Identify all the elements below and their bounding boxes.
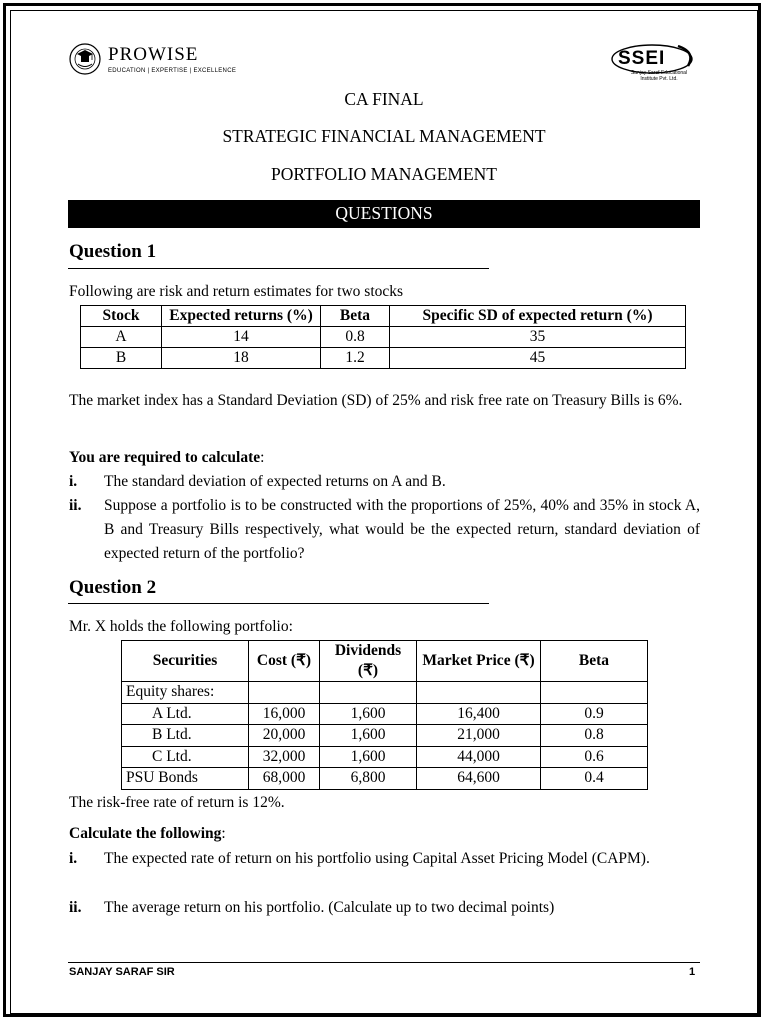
question-1-market-info: The market index has a Standard Deviation (SD) of 25% and risk free rate on Treasury Bills is 6%. xyxy=(69,392,683,409)
table-cell: Equity shares: xyxy=(122,682,249,704)
header-cell: Dividends (₹) xyxy=(320,641,417,682)
table-cell: 68,000 xyxy=(249,768,320,790)
table-cell: A xyxy=(81,327,162,348)
table-row xyxy=(122,703,648,725)
table-cell: 1,600 xyxy=(320,746,417,768)
item-number: i. xyxy=(69,850,78,867)
table-cell: C Ltd. xyxy=(122,746,249,768)
table-row xyxy=(122,725,648,747)
header-cell: Beta xyxy=(541,641,648,682)
table-cell: 6,800 xyxy=(320,768,417,790)
item-text: The expected rate of return on his portfolio using Capital Asset Pricing Model (CAPM). xyxy=(104,850,650,867)
table-cell: 44,000 xyxy=(417,746,541,768)
table-row xyxy=(122,746,648,768)
question-1-heading: Question 1 xyxy=(69,241,157,262)
ssei-logo xyxy=(608,42,700,86)
portfolio-table xyxy=(121,640,648,790)
table-cell: 16,400 xyxy=(417,703,541,725)
table-cell: 14 xyxy=(162,327,321,348)
stock-risk-return-table xyxy=(80,305,686,369)
question-2-underline xyxy=(68,603,489,604)
table-cell: 32,000 xyxy=(249,746,320,768)
table-cell: 20,000 xyxy=(249,725,320,747)
table-cell: 1,600 xyxy=(320,725,417,747)
item-text: The average return on his portfolio. (Calculate up to two decimal points) xyxy=(104,899,555,916)
page-number: 1 xyxy=(689,966,696,978)
required-label-text: Calculate the following xyxy=(69,825,222,842)
table-cell: 64,600 xyxy=(417,768,541,790)
item-text: The standard deviation of expected returns on A and B. xyxy=(104,473,446,490)
table-cell: 1,600 xyxy=(320,703,417,725)
required-label-colon: : xyxy=(221,825,226,842)
prowise-brand-text: PROWISE xyxy=(108,44,199,65)
table-cell: 0.8 xyxy=(541,725,648,747)
table-cell: 21,000 xyxy=(417,725,541,747)
table-cell: 0.8 xyxy=(321,327,390,348)
table-cell xyxy=(541,682,648,704)
table-cell: B xyxy=(81,348,162,369)
footer-author: SANJAY SARAF SIR xyxy=(69,966,175,978)
subject-title: STRATEGIC FINANCIAL MANAGEMENT xyxy=(222,126,546,146)
table-cell: 45 xyxy=(390,348,686,369)
table-cell: 0.4 xyxy=(541,768,648,790)
table-cell: PSU Bonds xyxy=(122,768,249,790)
required-label-colon: : xyxy=(260,449,265,466)
table-row xyxy=(122,682,648,704)
prowise-tagline: EDUCATION | EXPERTISE | EXCELLENCE xyxy=(108,68,237,74)
question-2-heading: Question 2 xyxy=(69,577,157,598)
table-row xyxy=(81,327,686,348)
question-1-required-label xyxy=(69,446,699,470)
question-2-risk-free-info: The risk-free rate of return is 12%. xyxy=(69,794,285,811)
item-number: i. xyxy=(69,473,78,490)
table-cell: 16,000 xyxy=(249,703,320,725)
required-label-text: You are required to calculate xyxy=(69,449,261,466)
ssei-tagline: Sanjay Saraf Educational Institute Pvt. Ltd. xyxy=(630,70,688,82)
header-cell: Cost (₹) xyxy=(249,641,320,682)
ssei-brand-text: SSEI xyxy=(618,48,666,69)
course-title: CA FINAL xyxy=(344,89,424,109)
item-text: Suppose a portfolio is to be constructed with the proportions of 25%, 40% and 35% in stock A, B and Treasury Bills respectively, what would be the expected return, standard deviation of expected return of the portfolio? xyxy=(104,497,700,562)
question-2-required-label xyxy=(69,822,699,846)
table-cell: B Ltd. xyxy=(122,725,249,747)
questions-banner: QUESTIONS xyxy=(68,200,700,228)
table-cell xyxy=(249,682,320,704)
prowise-logo xyxy=(68,42,237,82)
item-number: ii. xyxy=(69,497,82,514)
header-cell: Stock xyxy=(81,306,162,327)
table-cell: 18 xyxy=(162,348,321,369)
topic-title: PORTFOLIO MANAGEMENT xyxy=(271,164,497,184)
table-cell xyxy=(320,682,417,704)
header-cell: Beta xyxy=(321,306,390,327)
header-cell: Market Price (₹) xyxy=(417,641,541,682)
table-cell: 1.2 xyxy=(321,348,390,369)
table-header-row xyxy=(122,641,648,682)
prowise-emblem-icon xyxy=(68,42,102,76)
table-cell: A Ltd. xyxy=(122,703,249,725)
question-1-underline xyxy=(68,268,489,269)
table-cell: 0.9 xyxy=(541,703,648,725)
table-cell: 0.6 xyxy=(541,746,648,768)
header-cell: Securities xyxy=(122,641,249,682)
question-2-intro: Mr. X holds the following portfolio: xyxy=(69,618,293,635)
table-cell xyxy=(417,682,541,704)
header-cell: Specific SD of expected return (%) xyxy=(390,306,686,327)
question-1-intro: Following are risk and return estimates for two stocks xyxy=(69,283,404,300)
table-row xyxy=(81,348,686,369)
table-header-row xyxy=(81,306,686,327)
table-row xyxy=(122,768,648,790)
item-number: ii. xyxy=(69,899,82,916)
header-cell: Expected returns (%) xyxy=(162,306,321,327)
table-cell: 35 xyxy=(390,327,686,348)
footer-divider xyxy=(68,962,700,963)
